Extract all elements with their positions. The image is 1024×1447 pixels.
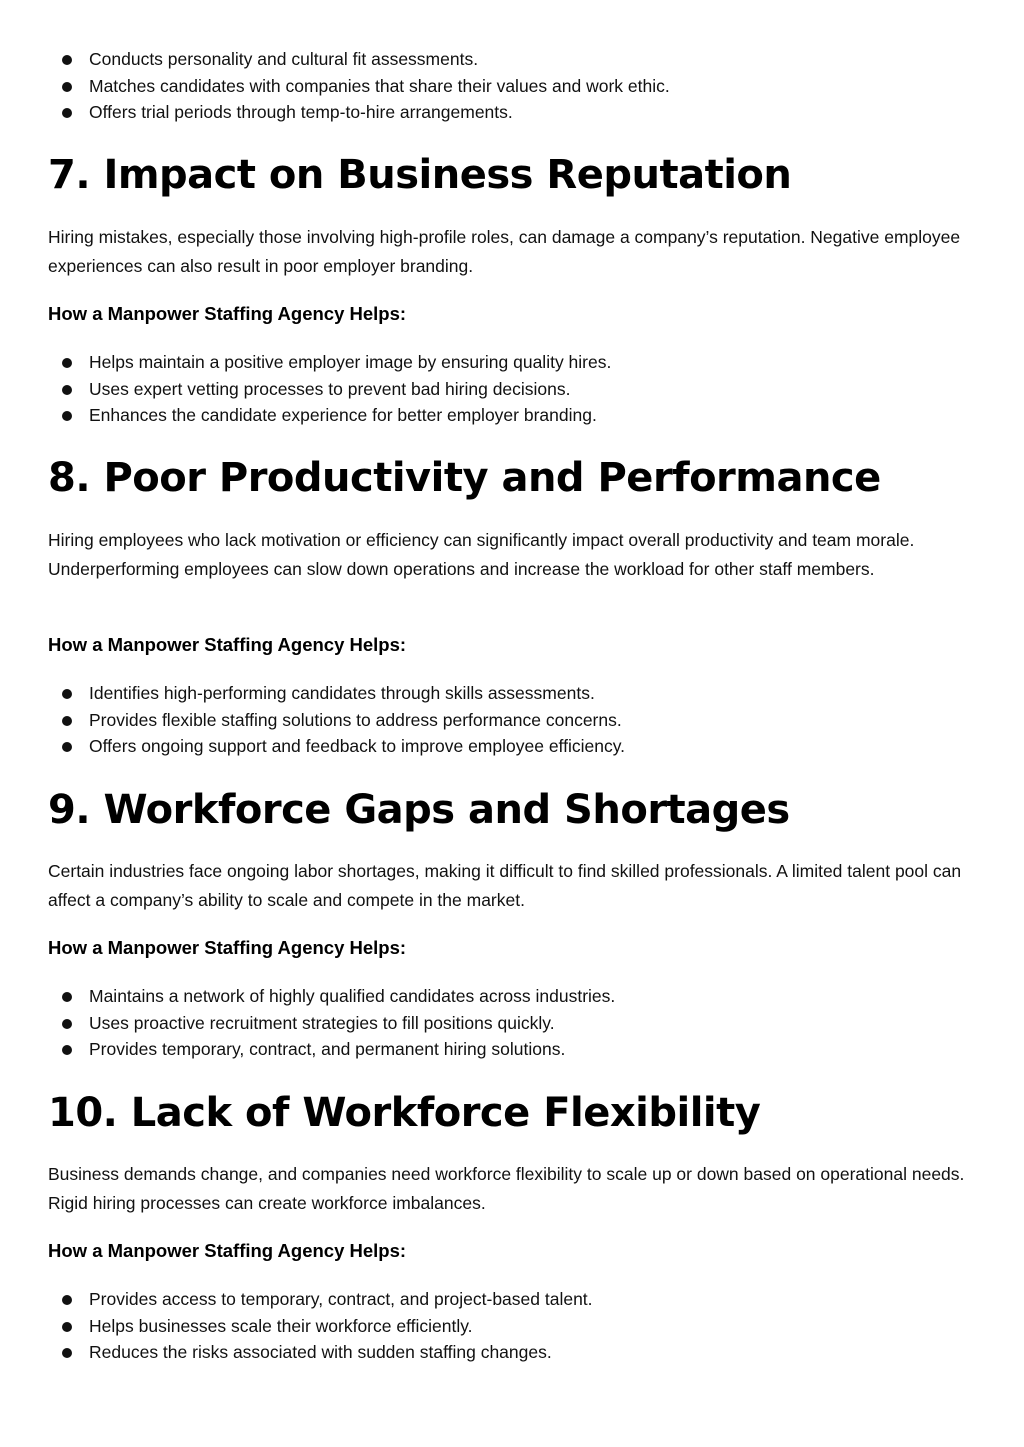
helps-label: How a Manpower Staffing Agency Helps: <box>48 634 407 655</box>
section-bullet-list <box>48 1286 988 1366</box>
list-item <box>48 402 988 429</box>
section-bullet-list <box>48 680 988 760</box>
bullet-icon <box>62 716 72 726</box>
list-item-text: Provides temporary, contract, and permanent hiring solutions. <box>89 1039 566 1059</box>
bullet-icon <box>62 358 72 368</box>
bullet-icon <box>62 385 72 395</box>
list-item-text: Maintains a network of highly qualified candidates across industries. <box>89 986 616 1006</box>
list-item <box>48 1313 988 1340</box>
section-list-block <box>48 680 988 760</box>
section-heading: 8. Poor Productivity and Performance <box>48 455 881 501</box>
section-paragraph: Hiring mistakes, especially those involving high-profile roles, can damage a company’s reputation. Negative employee experiences can also result in poor employer branding. <box>48 227 961 276</box>
section-list-block <box>48 349 988 429</box>
bullet-icon <box>62 55 72 65</box>
bullet-icon <box>62 689 72 699</box>
section-list-block <box>48 1286 988 1366</box>
section-paragraph: Certain industries face ongoing labor shortages, making it difficult to find skilled professionals. A limited talent pool can affect a company’s ability to scale and compete in the market. <box>48 861 962 910</box>
list-item-text: Provides flexible staffing solutions to address performance concerns. <box>89 709 622 730</box>
bullet-icon <box>62 992 72 1002</box>
list-item <box>48 983 988 1010</box>
section-paragraph: Hiring employees who lack motivation or efficiency can significantly impact overall productivity and team morale. Underperforming employees can slow down operations and increase the workload for other staff members. <box>48 530 915 579</box>
bullet-icon <box>62 1295 72 1305</box>
list-item-text: Offers trial periods through temp-to-hire arrangements. <box>89 102 513 122</box>
section-bullet-list <box>48 983 988 1063</box>
list-item <box>48 1036 988 1063</box>
list-item <box>48 73 988 100</box>
section-bullet-list <box>48 349 988 429</box>
section-heading: 7. Impact on Business Reputation <box>48 152 792 198</box>
list-item-text: Uses expert vetting processes to prevent bad hiring decisions. <box>89 378 571 399</box>
list-item-text: Identifies high-performing candidates through skills assessments. <box>89 683 595 703</box>
list-item-text: Offers ongoing support and feedback to improve employee efficiency. <box>89 736 626 756</box>
list-item-text: Helps businesses scale their workforce efficiently. <box>89 1315 473 1336</box>
helps-label: How a Manpower Staffing Agency Helps: <box>48 303 407 324</box>
list-item <box>48 46 988 73</box>
list-item-text: Reduces the risks associated with sudden staffing changes. <box>89 1342 552 1362</box>
list-item <box>48 733 988 760</box>
list-item-text: Matches candidates with companies that share their values and work ethic. <box>89 75 670 96</box>
bullet-icon <box>62 1045 72 1055</box>
list-item <box>48 680 988 707</box>
helps-label: How a Manpower Staffing Agency Helps: <box>48 1240 407 1261</box>
bullet-icon <box>62 108 72 118</box>
bullet-icon <box>62 411 72 421</box>
list-item <box>48 1339 988 1366</box>
list-item-text: Uses proactive recruitment strategies to fill positions quickly. <box>89 1012 555 1033</box>
bullet-icon <box>62 742 72 752</box>
list-item <box>48 1010 988 1037</box>
list-item <box>48 707 988 734</box>
intro-bullet-list <box>48 46 988 126</box>
list-item <box>48 376 988 403</box>
bullet-icon <box>62 82 72 92</box>
bullet-icon <box>62 1322 72 1332</box>
helps-label: How a Manpower Staffing Agency Helps: <box>48 937 407 958</box>
list-item-text: Enhances the candidate experience for better employer branding. <box>89 405 597 425</box>
list-item-text: Provides access to temporary, contract, and project-based talent. <box>89 1289 593 1309</box>
list-item <box>48 1286 988 1313</box>
section-paragraph: Business demands change, and companies need workforce flexibility to scale up or down based on operational needs. Rigid hiring processes can create workforce imbalances. <box>48 1164 965 1213</box>
list-item-text: Helps maintain a positive employer image by ensuring quality hires. <box>89 352 612 372</box>
list-item <box>48 349 988 376</box>
bullet-icon <box>62 1348 72 1358</box>
section-heading: 10. Lack of Workforce Flexibility <box>48 1090 761 1136</box>
list-item <box>48 99 988 126</box>
list-item-text: Conducts personality and cultural fit assessments. <box>89 49 479 69</box>
intro-list-block <box>48 46 988 126</box>
section-heading: 9. Workforce Gaps and Shortages <box>48 787 790 833</box>
section-list-block <box>48 983 988 1063</box>
bullet-icon <box>62 1019 72 1029</box>
